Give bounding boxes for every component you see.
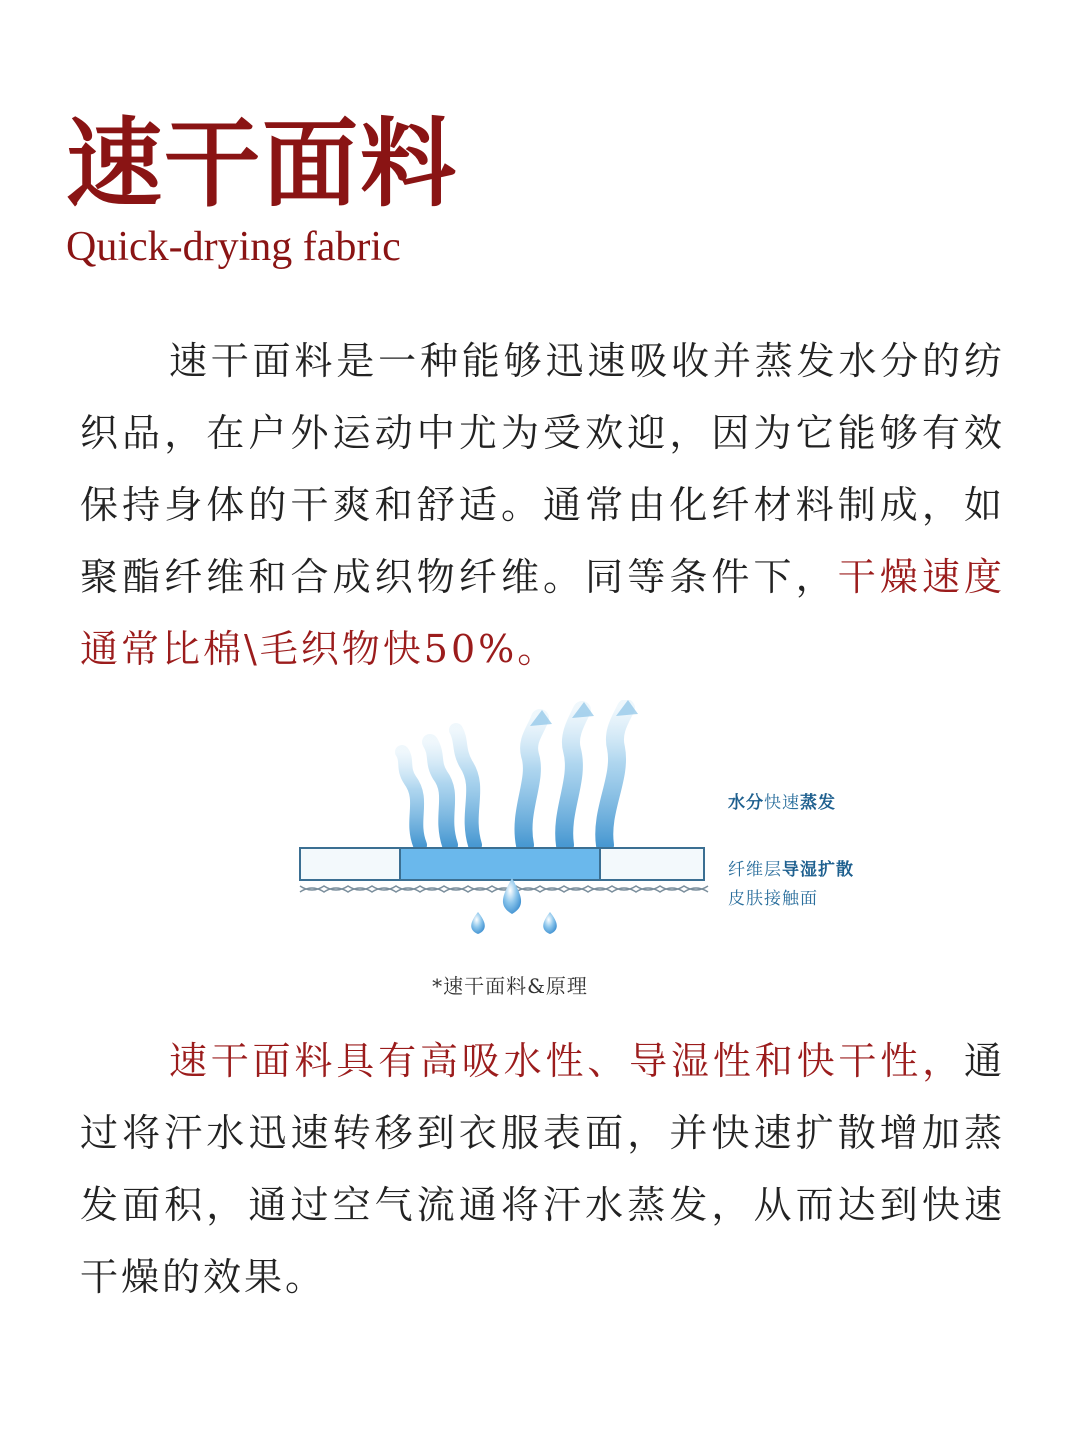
page-title: 速干面料	[66, 107, 458, 220]
fabric-right	[600, 848, 704, 880]
body-paragraph	[80, 1025, 1005, 1313]
vapor-stream	[564, 710, 582, 845]
water-drop	[503, 878, 521, 914]
diagram-caption: *速干面料&原理	[432, 974, 588, 998]
body-text: 通过将汗水迅速转移到衣服表面，并快速扩散增加蒸发面积，通过空气流通将汗水蒸发，从而达到快速干燥的效果。	[80, 1039, 1005, 1299]
vapor-streams	[402, 708, 626, 845]
page-subtitle: Quick-drying fabric	[66, 224, 401, 270]
fiber-label-prefix: 纤维层	[728, 860, 782, 880]
evap-label-bold1: 水分	[728, 793, 764, 813]
water-drop	[543, 912, 557, 934]
body-highlight: 速干面料具有高吸水性、导湿性和快干性，	[168, 1039, 964, 1083]
fiber-layer-label	[728, 855, 854, 880]
intro-paragraph	[80, 325, 1005, 685]
vapor-stream	[456, 730, 475, 845]
intro-highlight: 干燥速度通常比棉\毛织物快50%。	[80, 555, 1005, 671]
skin-contact-label: 皮肤接触面	[728, 889, 818, 909]
evap-label-mid: 快速	[764, 793, 800, 813]
intro-text: 速干面料是一种能够迅速吸收并蒸发水分的纺织品，在户外运动中尤为受欢迎，因为它能够有效保持身体的干爽和舒适。通常由化纤材料制成，如聚酯纤维和合成织物纤维。同等条件下，	[80, 339, 1005, 599]
vapor-stream	[402, 752, 420, 845]
quick-dry-diagram	[290, 700, 890, 950]
evap-label-bold2: 蒸发	[800, 793, 836, 813]
fabric-left	[300, 848, 400, 880]
water-drop	[471, 912, 485, 934]
fabric-core	[400, 848, 600, 880]
vapor-stream	[604, 708, 626, 845]
vapor-stream	[523, 718, 540, 845]
fiber-label-bold: 导湿扩散	[782, 860, 854, 880]
evaporation-label	[728, 788, 836, 813]
vapor-stream	[430, 742, 450, 845]
